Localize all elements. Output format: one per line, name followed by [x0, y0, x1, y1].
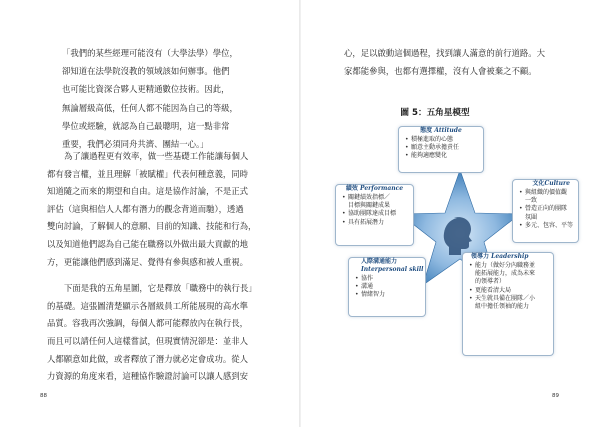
leadership-box — [462, 252, 554, 356]
culture-box — [512, 179, 579, 243]
quote-block — [62, 44, 276, 153]
page-number-left: 88 — [40, 393, 47, 399]
quote-line: 學位或經驗，就認為自己最聰明，這一點非常 — [62, 120, 230, 131]
box-item: • 更能看清大局 — [469, 287, 549, 295]
box-item: • 多元、包容、平等 — [519, 222, 574, 230]
box-item: 目標與關鍵成果 — [348, 202, 391, 210]
left-body-text — [47, 148, 279, 386]
box-item: • 與組織的價值觀 — [519, 189, 574, 197]
box-item: • 營造正向的團隊 — [519, 205, 574, 213]
paragraph-line: 以及知道他們認為自己能在職務以外做出最大貢獻的地 — [47, 238, 248, 249]
paragraph-line: 的基礎。這張圖清楚顯示各層級員工所能展現的高水準 — [47, 300, 248, 311]
box-item: 氛圍 — [525, 213, 538, 221]
paragraph-line: 評估（這與相信人人都有潛力的觀念背道而馳），透過 — [47, 203, 244, 214]
box-item: • 能力（做好分內職務並 — [469, 262, 549, 270]
box-item: • 關鍵績效指標／ — [342, 194, 409, 202]
box-title: 績效 Performance — [345, 185, 404, 192]
quote-line: 無論層級高低，任何人都不能因為自己的等級， — [62, 102, 238, 113]
box-item: • 天生就具備在團隊／小 — [469, 295, 549, 303]
paragraph-line: 都有發言權，並且理解「被賦權」代表何種意義，同時 — [47, 168, 248, 179]
page-number-right: 89 — [552, 393, 559, 399]
box-title: 態度 Attitude — [420, 127, 462, 134]
paragraph-line: 品質。容我再次強調，每個人都可能釋放內在執行長， — [47, 318, 248, 329]
box-item: • 積極進取的心態 — [405, 136, 479, 144]
quote-line: 卻知道在法學院沒教的領域該如何辦事。他們 — [62, 66, 230, 77]
box-item: 能拓展能力，成為未來 — [475, 270, 536, 278]
box-item: 的領導者） — [475, 278, 506, 286]
box-title: 領導力 Leadership — [471, 253, 529, 260]
box-item: • 具有拓展潛力 — [342, 219, 409, 227]
interpersonal-skill-box — [348, 257, 426, 317]
quote-line: 也可能比資深合夥人更精通數位技術。因此， — [62, 84, 230, 95]
box-item: • 願意主動承擔責任 — [405, 144, 479, 152]
box-item: 組中擔任領袖的能力 — [475, 303, 530, 311]
box-item: • 溝通 — [355, 283, 421, 291]
paragraph-line: 家都能參與，也都有選擇權，沒有人會被棄之不顧。 — [344, 66, 537, 77]
box-item: • 協作 — [355, 275, 421, 283]
box-item: • 情緒智力 — [355, 291, 421, 299]
quote-line: 「我們的某些經理可能沒有（大學法學）學位， — [62, 48, 238, 58]
box-title: 人際溝通能力 Interpersonal skill — [361, 258, 424, 273]
box-item: • 協助團隊達成目標 — [342, 210, 409, 218]
paragraph-line: 方，更能讓他們感到滿足、覺得有參與感和被人重視。 — [47, 256, 248, 267]
paragraph-line: 下面是我的五角星圖，它是釋放「職務中的執行長」 — [64, 283, 257, 294]
box-item: 一致 — [525, 197, 538, 205]
paragraph-line: 雙向討論，了解個人的意願、目前的知識、技能和行為， — [47, 221, 257, 232]
paragraph-line: 人都願意如此做，或者釋放了潛力就必定會成功。從人 — [47, 353, 248, 364]
paragraph-line: 力資源的角度來看，這種協作驗證討論可以讓人感到安 — [47, 371, 248, 382]
paragraph-line: 為了讓過程更有效率，做一些基礎工作能讓每個人 — [64, 151, 249, 161]
box-item: • 能夠適應變化 — [405, 152, 479, 160]
paragraph-line: 知道隨之而來的期望和自由。這是協作討論，不是正式 — [47, 186, 248, 197]
performance-box — [335, 184, 414, 246]
quote-line: 重要，我們必須同舟共濟、團結一心。」 — [62, 139, 209, 150]
box-title: 文化Culture — [532, 180, 570, 187]
figure-title: 圖 5：五角星模型 — [400, 108, 470, 118]
attitude-box — [398, 126, 484, 173]
paragraph-line: 而且可以請任何人這樣嘗試，但現實情況卻是：並非人 — [47, 335, 248, 346]
paragraph-line: 心，足以啟動這個過程，找到讓人滿意的前行道路。大 — [344, 48, 545, 58]
